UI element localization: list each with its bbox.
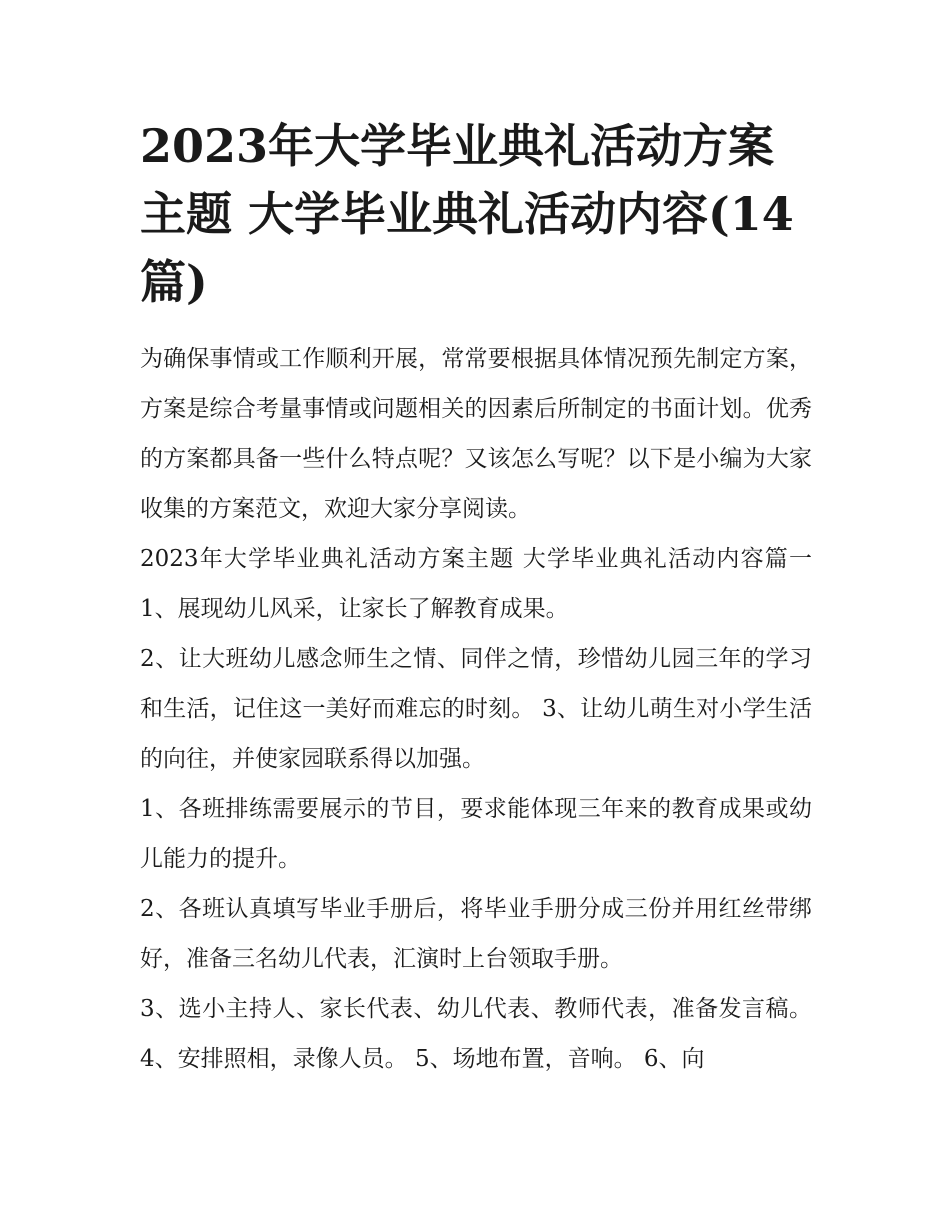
document-title: 2023年大学毕业典礼活动方案主题 大学毕业典礼活动内容(14篇) — [140, 119, 794, 309]
preparation-item-3: 3、选小主持人、家长代表、幼儿代表、教师代表，准备发言稿。 4、安排照相，录像人员。 5、场地布置，音响。 6、向 — [140, 996, 812, 1072]
preparation-item-1: 1、各班排练需要展示的节目，要求能体现三年来的教育成果或幼儿能力的提升。 — [140, 796, 812, 872]
intro-paragraph: 为确保事情或工作顺利开展，常常要根据具体情况预先制定方案，方案是综合考量事情或问题相关的因素后所制定的书面计划。优秀的方案都具备一些什么特点呢？又该怎么写呢？以下是小编为大家收集的方案范文，欢迎大家分享阅读。 — [140, 346, 812, 522]
objectives-paragraph: 2、让大班幼儿感念师生之情、同伴之情，珍惜幼儿园三年的学习和生活，记住这一美好而难忘的时刻。 3、让幼儿萌生对小学生活的向往，并使家园联系得以加强。 — [140, 646, 812, 772]
preparation-item-2: 2、各班认真填写毕业手册后，将毕业手册分成三份并用红丝带绑好，准备三名幼儿代表，汇演时上台领取手册。 — [140, 896, 812, 972]
section-one-heading-paragraph: 2023年大学毕业典礼活动方案主题 大学毕业典礼活动内容篇一 1、展现幼儿风采，让家长了解教育成果。 — [140, 546, 812, 622]
document-page — [140, 112, 812, 1084]
